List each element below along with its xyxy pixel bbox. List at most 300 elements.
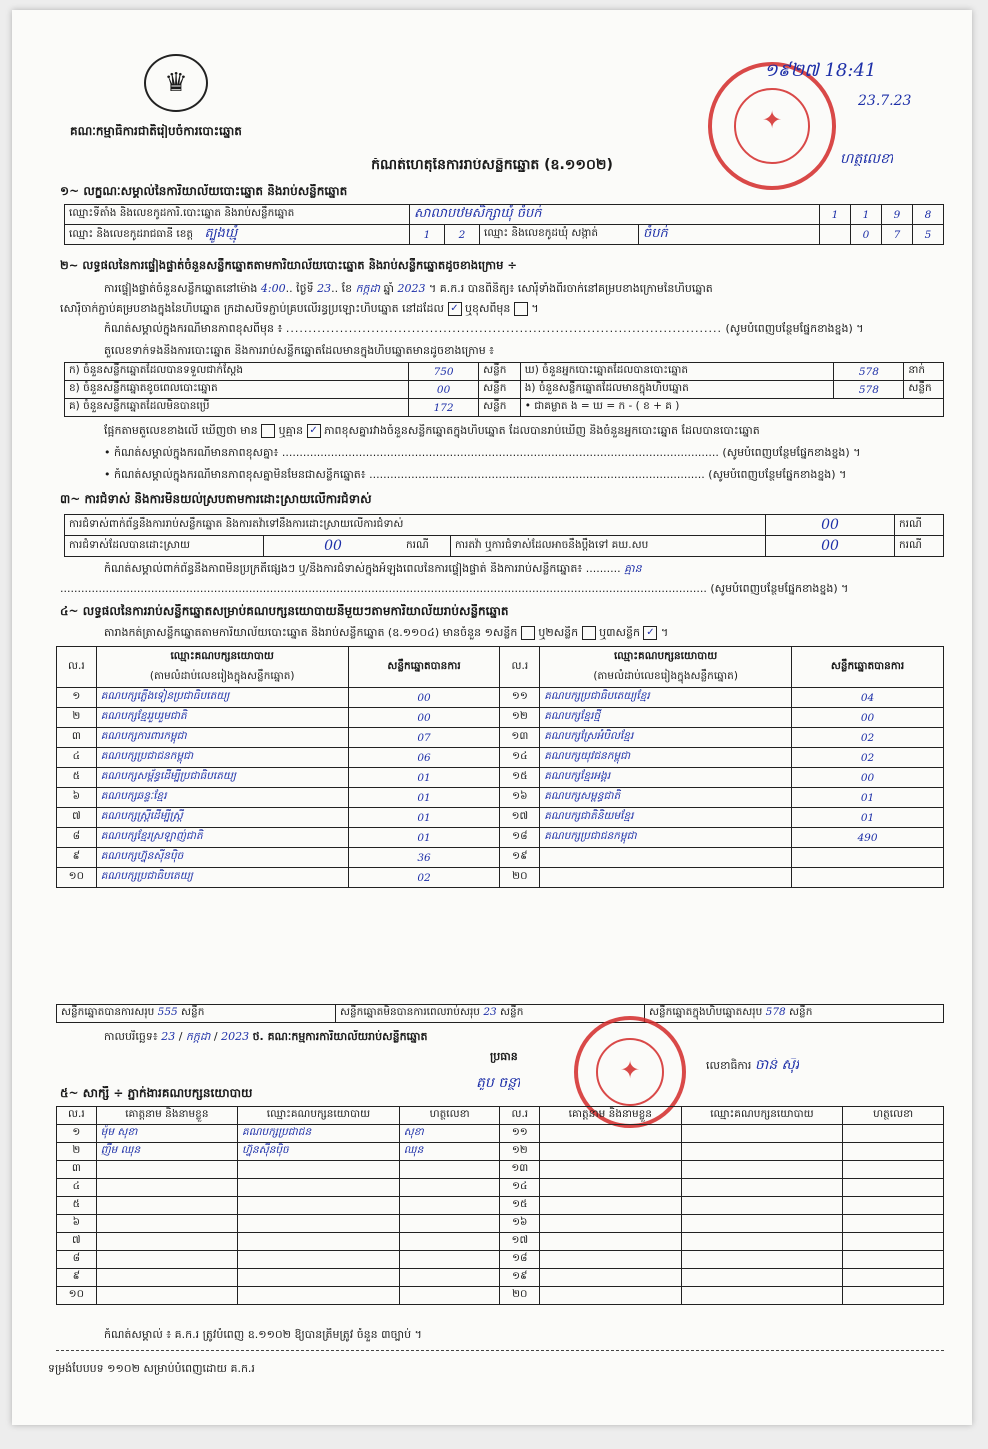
in-box-label: ង) ចំនួនសន្លឹកឆ្នោតដែលមានក្នុងហិបឆ្នោត [520,381,834,399]
day-value: 23 [317,282,332,295]
unused-value: 172 [409,399,479,417]
party-votes: 00 [348,708,500,728]
party-votes: 00 [792,768,944,788]
unit: សន្លឹក [789,1006,813,1018]
witness-table [56,1106,944,1305]
form-title: កំណត់ហេតុនៃការរាប់សន្លឹកឆ្នោត (ឧ.១១០២) [371,158,613,172]
witness-no: ២០ [500,1287,540,1305]
table-row [57,1179,944,1197]
party-votes: 00 [792,708,944,728]
party-no: ១ [57,688,97,708]
table-row [57,1233,944,1251]
voters-label: ឃ) ចំនួនអ្នកបោះឆ្នោតដែលបានបោះឆ្នោត [520,363,834,381]
party-no: ៣ [57,728,97,748]
month-value: កក្កដា [355,282,381,295]
unit: សន្លឹក [181,1006,205,1018]
party-votes: 01 [348,828,500,848]
party-no: ៥ [57,768,97,788]
witness-party: ហ្វ៊ុនស៊ីនប៉ិច [238,1143,400,1161]
receipt-signature: ហត្ថលេខា [840,152,894,166]
witness-signature [843,1215,944,1233]
witness-signature [399,1161,500,1179]
table-row [57,868,944,888]
witness-signature [843,1125,944,1143]
col-party: ឈ្មោះគណបក្សនយោបាយ [681,1107,843,1125]
party-no: ១៧ [500,808,540,828]
witness-signature [843,1161,944,1179]
fill-note: (សូមបំពេញបន្ថែមផ្នែកខាងខ្នង) ។ [725,322,864,335]
party-votes: 01 [348,788,500,808]
objection-value: 00 [766,515,895,536]
witness-rows [57,1125,944,1305]
witness-signature [843,1179,944,1197]
para-text: ការផ្ទៀងផ្ទាត់ចំនួនសន្លឹកឆ្នោតនៅម៉ោង [104,282,258,295]
witness-no: ១១ [500,1125,540,1143]
receipt-date: 23.7.23 [858,94,912,108]
witness-signature [399,1215,500,1233]
party-votes: 02 [792,728,944,748]
province-code-digit: 1 [410,225,445,245]
secretary-line [706,1058,799,1073]
witness-name [96,1179,237,1197]
party-no: ១២ [500,708,540,728]
witness-name [540,1269,681,1287]
witness-name [540,1125,681,1143]
total-invalid-label: សន្លឹកឆ្នោតមិនបានការពេលរាប់សរុប [340,1006,480,1018]
party-name: គណបក្សភ្លើងទៀនប្រជាធិបតេយ្យ [96,688,348,708]
table-row [57,728,944,748]
province-label [65,225,410,245]
party-votes: 00 [348,688,500,708]
location-label: ឈ្មោះទីតាំង និងលេខកូដការិ.បោះឆ្នោត និងរាប់សន្លឹកឆ្នោត [65,205,410,225]
party-no: ៩ [57,848,97,868]
party-no: ១៤ [500,748,540,768]
dotted-fill: .......... [585,562,621,575]
witness-party: គណបក្សប្រជាជន [238,1125,400,1143]
commune-code-spacer [820,225,851,245]
witness-name: ម៉ុម សុខា [96,1125,237,1143]
in-box-value: 578 [834,381,904,399]
col-name: គោត្តនាម និងនាមខ្លួន [96,1107,237,1125]
note2-line [104,468,954,482]
irregularity-note-value: គ្មាន [624,562,642,575]
para-text: • កំណត់សម្គាល់ក្នុងករណីមានភាពខុសគ្នាមិនមែនជាសន្លឹកឆ្នោត៖ [104,468,366,481]
total-box-cell [645,1005,944,1023]
witness-name [96,1161,237,1179]
unit: សន្លឹក [904,381,944,399]
col-party-sub: (តាមលំដាប់លេខរៀងក្នុងសន្លឹកឆ្នោត) [540,667,792,688]
col-votes: សន្លឹកឆ្នោតបានការ [792,647,944,688]
verification-paragraph: ការផ្ទៀងផ្ទាត់ចំនួនសន្លឹកឆ្នោតនៅម៉ោង 4:00.. ថ្ងៃទី 23.. ខែ កក្កដា ឆ្នាំ 2023 ។ គ.ក.រ បានពិនិត្យ៖ សោរ៉ុំទាំងពីរចាក់នៅគម្របខាងក្រោមនៃហិបឆ្នោត [104,282,713,295]
irregularity-note-line2 [60,582,960,596]
para-text: ថ្ងៃទី [296,282,314,295]
total-box-label: សន្លឹកឆ្នោតក្នុងហិបឆ្នោតសរុប [649,1006,763,1018]
party-name: គណបក្សសម្ពន្ធជាតិ [540,788,792,808]
witness-signature [843,1251,944,1269]
figures-intro: តួលេខទាក់ទងនឹងការបោះឆ្នោត និងការរាប់សន្លឹកឆ្នោតដែលមានក្នុងហិបឆ្នោតមានដូចខាងក្រោម ៖ [104,344,495,357]
witness-party [238,1179,400,1197]
section2-heading: ២~ លទ្ធផលនៃការផ្ទៀងផ្ទាត់ចំនួនសន្លឹកឆ្នោតតាមការិយាល័យបោះឆ្នោត និងរាប់សន្លឹកឆ្នោតដូចខាងក្រោម ÷ [60,258,518,272]
witness-name [540,1179,681,1197]
date-month: កក្កដា [185,1030,211,1043]
unit: ករណី [895,536,944,557]
para-text: ឬ៣សន្លឹក [599,626,640,639]
witness-no: ៩ [57,1269,97,1287]
witness-signature [843,1287,944,1305]
party-votes: 02 [792,748,944,768]
col-no: ល.រ [500,1107,540,1125]
total-valid-label: សន្លឹកឆ្នោតបានការសរុប [61,1006,155,1018]
province-label-text: ឈ្មោះ និងលេខកូដរាជធានី ខេត្ត [69,228,194,240]
para-text: ថ. គណៈកម្មការការិយាល័យរាប់សន្លឹកឆ្នោត [252,1030,428,1043]
party-name: គណបក្សសម្ព័ន្ធដើម្បីប្រជាធិបតេយ្យ [96,768,348,788]
witness-no: ៦ [57,1215,97,1233]
date-year: 2023 [221,1030,250,1043]
para-text: កំណត់សម្គាល់ក្នុងករណីមានភាពខុសពីមុន ៖ [104,322,283,335]
footer-divider [56,1350,944,1351]
witness-name [96,1269,237,1287]
witness-name [540,1215,681,1233]
witness-name: ញឹម ឈុន [96,1143,237,1161]
received-label: ក) ចំនួនសន្លឹកឆ្នោតដែលបានទទួលជាក់ស្តែង [65,363,409,381]
para-text: ឬខុសពីមុន [465,302,511,315]
witness-signature [843,1197,944,1215]
stamp-seal-icon: ✦ [734,88,810,164]
party-no: ១៩ [500,848,540,868]
party-name: គណបក្សយុវជនកម្ពុជា [540,748,792,768]
party-votes [792,848,944,868]
party-no: ១៦ [500,788,540,808]
witness-signature [399,1179,500,1197]
party-name: គណបក្សការពារកម្ពុជា [96,728,348,748]
party-results-table [56,646,944,888]
table-row [57,788,944,808]
party-votes: 01 [348,768,500,788]
ballot-counting-report-form [12,10,972,1425]
party-votes: 01 [348,808,500,828]
witness-party [238,1251,400,1269]
witness-signature: សុខា [399,1125,500,1143]
total-invalid-value: 23 [483,1006,497,1018]
para-text: ឬគ្មាន [278,424,304,437]
province-code-digit: 2 [445,225,480,245]
section1-heading: ១~ លក្ខណៈសម្គាល់នៃការិយាល័យបោះឆ្នោត និងរាប់សន្លឹកឆ្នោត [60,184,348,198]
witness-signature [399,1197,500,1215]
party-no: ១១ [500,688,540,708]
table-row [57,848,944,868]
unit: សន្លឹក [500,1006,524,1018]
witness-party [681,1197,843,1215]
para-text: • កំណត់សម្គាល់ក្នុងករណីមានភាពខុសគ្នា៖ [104,446,279,459]
national-emblem-icon: ♛ [144,54,208,112]
col-sign: ហត្ថលេខា [399,1107,500,1125]
witness-no: ៤ [57,1179,97,1197]
location-code-digit: 1 [851,205,882,225]
party-no: ៤ [57,748,97,768]
appeal-label: ការតវ៉ា ឬការជំទាស់ដែលអាចនឹងប្តឹងទៅ គឃ.សប [451,536,766,557]
unit: សន្លឹក [479,381,521,399]
table-row [57,808,944,828]
col-no: ល.រ [57,647,97,688]
party-name: គណបក្សខ្មែរថ្មី [540,708,792,728]
table-row [57,1161,944,1179]
witness-party [238,1197,400,1215]
para-text: កំណត់សម្គាល់ពាក់ព័ន្ធនឹងភាពមិនប្រក្រតីផ្សេងៗ ឬ/និងការជំទាស់ក្នុងអំឡុងពេលនៃការផ្ទៀងផ្ទាត់ និងការរាប់សន្លឹកឆ្នោត៖ [104,562,583,575]
spoiled-label: ខ) ចំនួនសន្លឹកឆ្នោតខូចពេលបោះឆ្នោត [65,381,409,399]
para-text: ឆ្នាំ [383,282,394,295]
objections-table [64,514,944,557]
para-text: ខែ [341,282,353,295]
discrepancy-line [104,424,964,438]
table-row [57,688,944,708]
witness-party [681,1251,843,1269]
witness-no: ១៣ [500,1161,540,1179]
chair-signature: តូប ចន្ថា [476,1076,521,1090]
spoiled-value: 00 [409,381,479,399]
witness-no: ២ [57,1143,97,1161]
witness-party [238,1269,400,1287]
province-value: ត្បូងឃ្មុំ [204,226,238,241]
witness-name [540,1287,681,1305]
witness-signature [843,1143,944,1161]
witness-signature [399,1251,500,1269]
col-party: ឈ្មោះគណបក្សនយោបាយ [540,647,792,668]
witness-no: ១៧ [500,1233,540,1251]
secretary-label: លេខាធិការ [706,1059,752,1072]
col-party-sub: (តាមលំដាប់លេខរៀងក្នុងសន្លឹកឆ្នោត) [96,667,348,688]
party-votes: 01 [792,808,944,828]
no-difference-checkbox[interactable]: ✓ [307,424,321,438]
party-votes: 01 [792,788,944,808]
unit: សន្លឹក [479,363,521,381]
location-value: សាលាបឋមសិក្សាឃុំ ចំបក់ [410,205,820,225]
chair-label: ប្រធាន [490,1050,518,1063]
totals-table [56,1004,944,1023]
secretary-signature: ចាន់ ស៊ីវ [754,1058,800,1073]
one-sheet-checkbox[interactable] [521,626,535,640]
table-row [57,828,944,848]
para-text: សោរ៉ុំចាក់ភ្ជាប់គម្របខាងក្នុងនៃហិបឆ្នោត ក្រដាសបិទភ្ជាប់គ្របលើរន្ធប្រឡោះហិបឆ្នោត នៅដដែល [60,302,444,315]
table-row [57,1197,944,1215]
resolved-value: 00 [264,536,403,557]
sheet-count-line: តារាងកត់ត្រាសន្លឹកឆ្នោតតាមការិយាល័យបោះឆ្នោត និងរាប់សន្លឹកឆ្នោត (ឧ.១១០៤) មានចំនួន ១សន្លឹក ឬ២សន្លឹក ឬ៣សន្លឹក ✓ ។ [104,626,669,639]
party-votes: 07 [348,728,500,748]
witness-signature [399,1269,500,1287]
witness-party [238,1215,400,1233]
witness-name [540,1197,681,1215]
witness-party [681,1269,843,1287]
witness-no: ១៩ [500,1269,540,1287]
location-code-digit: 8 [913,205,944,225]
appeal-value: 00 [766,536,895,557]
party-no: ១៣ [500,728,540,748]
table-row [57,1269,944,1287]
receipt-time: ១៩២៧ 18:41 [764,60,877,81]
party-no: ១៨ [500,828,540,848]
party-name: គណបក្សហ្វ៊ុនស៊ីនប៉ិច [96,848,348,868]
party-votes: 490 [792,828,944,848]
witness-name [96,1197,237,1215]
witness-signature [843,1269,944,1287]
col-no: ល.រ [500,647,540,688]
date-line: កាលបរិច្ឆេទ៖ 23 / កក្កដា / 2023 ថ. គណៈកម្មការការិយាល័យរាប់សន្លឹកឆ្នោត [104,1030,428,1043]
witness-name [540,1251,681,1269]
witness-party [681,1143,843,1161]
stamp-seal-icon: ✦ [596,1038,664,1106]
para-text: ឬ២សន្លឹក [538,626,579,639]
table-row [57,1125,944,1143]
witness-no: ១៤ [500,1179,540,1197]
form-note: ទម្រង់បែបបទ ១១០២ សម្រាប់បំពេញដោយ គ.ក.រ [48,1362,255,1375]
party-name: គណបក្សជាតិនិយមខ្មែរ [540,808,792,828]
difference-note-line [104,322,954,336]
formula: • ជាគម្លាត ង = ឃ = ក - ( ខ + គ ) [520,399,943,417]
party-no: ៧ [57,808,97,828]
witness-party [681,1233,843,1251]
witness-signature [399,1233,500,1251]
col-sign: ហត្ថលេខា [843,1107,944,1125]
unit: សន្លឹក [479,399,521,417]
witness-no: ១ [57,1125,97,1143]
dotted-fill: ............................................................................................................................. [281,446,719,459]
party-votes: 04 [792,688,944,708]
two-sheet-checkbox[interactable] [582,626,596,640]
received-value: 750 [409,363,479,381]
para-text: ។ គ.ក.រ បានពិនិត្យ៖ សោរ៉ុំទាំងពីរចាក់នៅគម្របខាងក្រោមនៃហិបឆ្នោត [429,282,713,295]
party-name: គណបក្សខ្មែររួបរួមជាតិ [96,708,348,728]
year-value: 2023 [397,282,426,295]
table-row [57,748,944,768]
seal-paragraph: សោរ៉ុំចាក់ភ្ជាប់គម្របខាងក្នុងនៃហិបឆ្នោត ក្រដាសបិទភ្ជាប់គ្របលើរន្ធប្រឡោះហិបឆ្នោត នៅដដែល ✓ ឬខុសពីមុន ។ [60,302,539,315]
table-row [57,768,944,788]
time-value: 4:00 [260,282,286,295]
table-row [57,1143,944,1161]
section5-heading: ៥~ សាក្សី ÷ ភ្នាក់ងារគណបក្សនយោបាយ [60,1086,253,1100]
unit: នាក់ [904,363,944,381]
fill-note: (សូមបំពេញបន្ថែមផ្នែកខាងខ្នង) ។ [710,582,849,595]
footer-note: កំណត់សម្គាល់ ៖ គ.ក.រ ត្រូវបំពេញ ឧ.១១០២ ឱ្យបានត្រឹមត្រូវ ចំនួន ៣ច្បាប់ ។ [104,1328,422,1341]
table-row [57,1287,944,1305]
witness-party [681,1161,843,1179]
section4-heading: ៤~ លទ្ធផលនៃការរាប់សន្លឹកឆ្នោតសម្រាប់គណបក្សនយោបាយនីមួយៗតាមការិយាល័យរាប់សន្លឹកឆ្នោត [60,604,509,618]
voters-value: 578 [834,363,904,381]
commune-value: ចំបក់ [639,225,820,245]
total-box-value: 578 [765,1006,786,1018]
party-name: គណបក្សប្រជាជនកម្ពុជា [540,828,792,848]
commune-code-digit: 0 [851,225,882,245]
col-name: គោត្តនាម និងនាមខ្លួន [540,1107,681,1125]
witness-no: ១៨ [500,1251,540,1269]
para-text: កាលបរិច្ឆេទ៖ [104,1030,158,1043]
irregularity-note-line [104,562,954,576]
witness-party [681,1179,843,1197]
para-text: ភាពខុសគ្នារវាងចំនួនសន្លឹកឆ្នោតក្នុងហិបឆ្នោត ដែលបានរាប់ឃើញ និងចំនួនអ្នកបោះឆ្នោត ដែលបានបោះឆ្នោត [324,424,760,437]
unit: ករណី [402,536,451,557]
witness-no: ១៦ [500,1215,540,1233]
location-code-digit: 1 [820,205,851,225]
fill-note: (សូមបំពេញបន្ថែមផ្នែកខាងខ្នង) ។ [708,468,847,481]
witness-no: ៨ [57,1251,97,1269]
witness-party [238,1287,400,1305]
has-difference-checkbox[interactable] [261,424,275,438]
party-name: គណបក្សខ្មែរស្រឡាញ់ជាតិ [96,828,348,848]
unit: ករណី [895,515,944,536]
witness-party [681,1287,843,1305]
party-votes: 02 [348,868,500,888]
committee-name: គណៈកម្មាធិការជាតិរៀបចំការបោះឆ្នោត [70,124,242,138]
party-name: គណបក្សស្ត្រីដើម្បីស្ត្រី [96,808,348,828]
witness-party [681,1215,843,1233]
party-no: ៦ [57,788,97,808]
figures-table [64,362,944,417]
three-sheet-checkbox[interactable]: ✓ [643,626,657,640]
party-name: គណបក្សប្រជាធិបតេយ្យខ្មែរ [540,688,792,708]
witness-party [238,1233,400,1251]
party-votes: 36 [348,848,500,868]
section3-heading: ៣~ ការជំទាស់ និងការមិនយល់ស្របតាមការដោះស្រាយលើការជំទាស់ [60,492,372,506]
col-no: ល.រ [57,1107,97,1125]
party-rows [57,688,944,888]
party-no: ១៥ [500,768,540,788]
witness-name [96,1251,237,1269]
objection-label: ការជំទាស់ពាក់ព័ន្ធនឹងការរាប់សន្លឹកឆ្នោត និងការតវ៉ាទៅនឹងការដោះស្រាយលើការជំទាស់ [65,515,766,536]
party-no: ២០ [500,868,540,888]
para-text: ផ្អែកតាមតួលេខខាងលើ ឃើញថា មាន [104,424,258,437]
witness-no: ១៥ [500,1197,540,1215]
party-name [540,848,792,868]
witness-party [681,1125,843,1143]
party-name: គណបក្សប្រជាធិបតេយ្យ [96,868,348,888]
party-votes: 06 [348,748,500,768]
section1-table [64,204,944,245]
col-votes: សន្លឹកឆ្នោតបានការ [348,647,500,688]
witness-no: ៥ [57,1197,97,1215]
witness-name [96,1215,237,1233]
location-code-digit: 9 [882,205,913,225]
different-checkbox[interactable] [514,302,528,316]
table-row [57,1251,944,1269]
dotted-fill: ................................................................................................. [285,322,722,335]
witness-signature [843,1233,944,1251]
witness-signature [399,1287,500,1305]
party-no: ៨ [57,828,97,848]
commune-code-digit: 7 [882,225,913,245]
commune-code-digit: 5 [913,225,944,245]
witness-name [96,1287,237,1305]
witness-party [238,1161,400,1179]
witness-name [540,1161,681,1179]
commune-label: ឈ្មោះ និងលេខកូដឃុំ សង្កាត់ [480,225,639,245]
col-party: ឈ្មោះគណបក្សនយោបាយ [96,647,348,668]
party-name: គណបក្សខ្មែរអង្គរ [540,768,792,788]
party-no: ២ [57,708,97,728]
date-day: 23 [161,1030,176,1043]
party-name: គណបក្សស្រែអំបិលខ្មែរ [540,728,792,748]
party-no: ១០ [57,868,97,888]
witness-name [540,1233,681,1251]
dotted-fill: ................................................................................................ [369,468,705,481]
party-name: គណបក្សឆន្ទៈខ្មែរ [96,788,348,808]
dotted-fill: ......................................................................................................................................................................................... [60,582,707,595]
witness-signature: ឈុន [399,1143,500,1161]
same-checkbox[interactable]: ✓ [448,302,462,316]
party-name: គណបក្សប្រជាជនកម្ពុជា [96,748,348,768]
note1-line [104,446,954,460]
resolved-label: ការជំទាស់ដែលបានដោះស្រាយ [65,536,264,557]
witness-no: ១០ [57,1287,97,1305]
witness-no: ៧ [57,1233,97,1251]
party-votes [792,868,944,888]
